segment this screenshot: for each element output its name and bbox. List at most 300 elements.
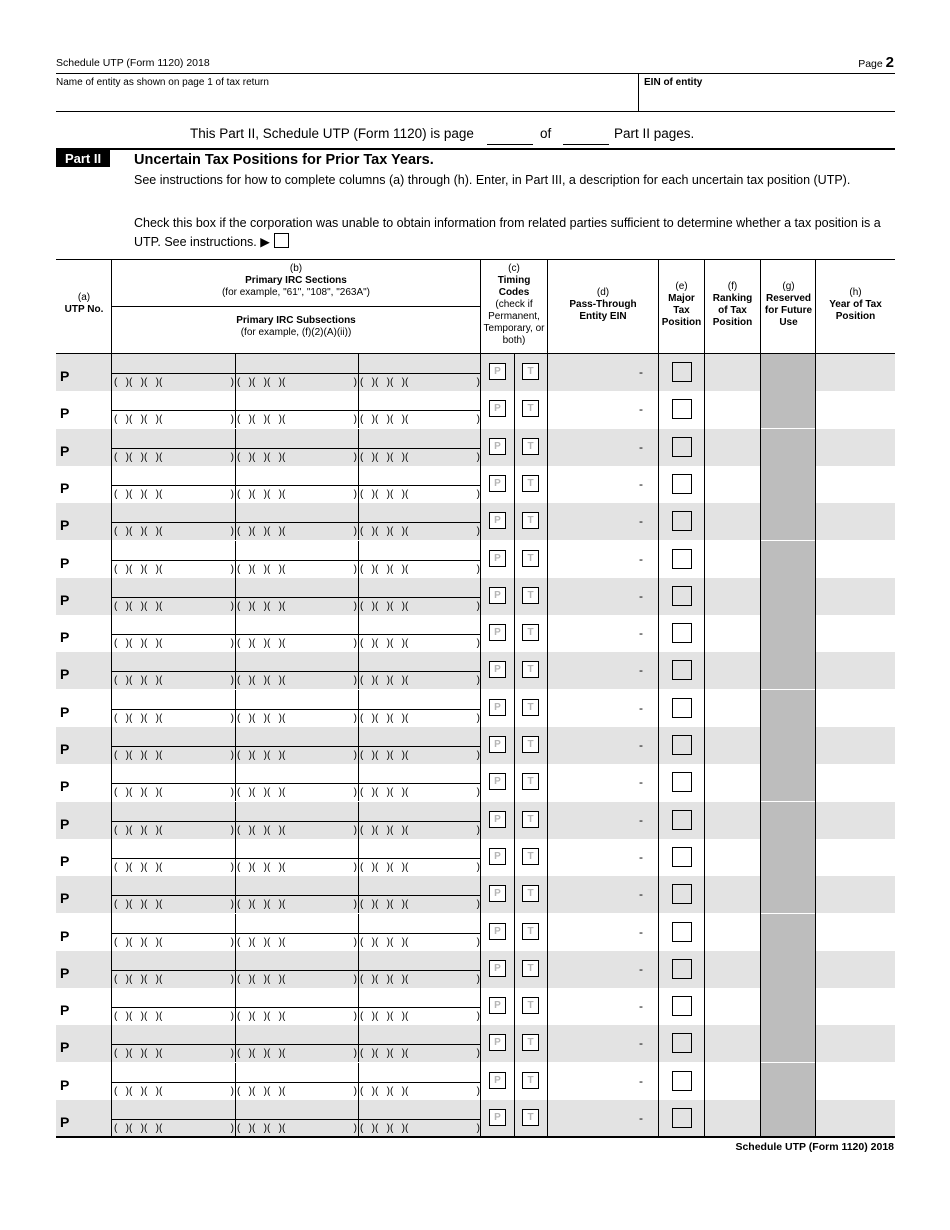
timing-temporary-checkbox[interactable]: T <box>522 997 539 1014</box>
irc-subsection-input[interactable] <box>112 597 235 615</box>
timing-temporary-checkbox[interactable]: T <box>522 475 539 492</box>
irc-section-input[interactable] <box>358 354 480 373</box>
timing-permanent-checkbox[interactable]: P <box>489 773 506 790</box>
ranking-input[interactable] <box>706 545 758 574</box>
major-tax-position-checkbox[interactable] <box>672 586 692 606</box>
irc-section-input[interactable] <box>235 503 357 522</box>
utp-number-input[interactable] <box>76 360 110 386</box>
irc-subsection-parens: ( )( )( )( <box>237 1123 286 1134</box>
col-line-a <box>111 260 112 1136</box>
ein-field[interactable] <box>644 90 894 108</box>
irc-section-input[interactable] <box>235 1063 357 1082</box>
irc-section-input[interactable] <box>112 951 234 970</box>
major-tax-position-checkbox[interactable] <box>672 735 692 755</box>
utp-number-input[interactable] <box>76 1069 110 1095</box>
irc-subsection-close-paren: ) <box>353 974 357 985</box>
timing-temporary-checkbox[interactable]: T <box>522 811 539 828</box>
timing-permanent-checkbox[interactable]: P <box>489 624 506 641</box>
irc-subsection-input[interactable] <box>112 485 235 503</box>
timing-temporary-checkbox[interactable]: T <box>522 1109 539 1126</box>
utp-number-prefix: P <box>60 965 70 981</box>
irc-section-input[interactable] <box>235 690 357 709</box>
irc-subsection-input[interactable] <box>235 933 358 951</box>
irc-section-input[interactable] <box>235 429 357 448</box>
col-line-c <box>547 260 548 1136</box>
irc-column-divider <box>358 951 359 988</box>
irc-subsection-input[interactable] <box>235 709 358 727</box>
part-page-number-input[interactable] <box>487 144 533 145</box>
timing-temporary-checkbox[interactable]: T <box>522 1072 539 1089</box>
irc-subsection-input[interactable] <box>358 858 481 876</box>
irc-section-input[interactable] <box>235 839 357 858</box>
utp-number-input[interactable] <box>76 733 110 759</box>
major-tax-position-checkbox[interactable] <box>672 511 692 531</box>
timing-temporary-checkbox[interactable]: T <box>522 512 539 529</box>
ein-dash: - <box>639 813 643 827</box>
utp-number-input[interactable] <box>76 920 110 946</box>
irc-subsection-input[interactable] <box>235 858 358 876</box>
timing-temporary-checkbox[interactable]: T <box>522 736 539 753</box>
irc-subsection-input[interactable] <box>112 448 235 466</box>
irc-section-input[interactable] <box>358 578 480 597</box>
ein-dash: - <box>639 552 643 566</box>
timing-temporary-checkbox[interactable]: T <box>522 773 539 790</box>
irc-section-input[interactable] <box>112 802 234 821</box>
irc-section-input[interactable] <box>112 1100 234 1119</box>
timing-temporary-checkbox[interactable]: T <box>522 550 539 567</box>
year-of-tax-position-input[interactable] <box>817 358 893 387</box>
irc-section-input[interactable] <box>235 541 357 560</box>
irc-subsection-close-paren: ) <box>353 899 357 910</box>
utp-number-input[interactable] <box>76 621 110 647</box>
irc-section-input[interactable] <box>358 764 480 783</box>
irc-subsection-input[interactable] <box>112 858 235 876</box>
irc-section-input[interactable] <box>358 876 480 895</box>
irc-section-input[interactable] <box>358 951 480 970</box>
utp-number-prefix: P <box>60 1039 70 1055</box>
irc-section-input[interactable] <box>358 1100 480 1119</box>
utp-number-input[interactable] <box>76 435 110 461</box>
irc-section-input[interactable] <box>358 1025 480 1044</box>
timing-temporary-checkbox[interactable]: T <box>522 923 539 940</box>
col-b-divider <box>112 306 480 307</box>
utp-number-input[interactable] <box>76 397 110 423</box>
utp-row <box>56 1063 895 1100</box>
irc-subsection-input[interactable] <box>235 522 358 540</box>
utp-number-input[interactable] <box>76 472 110 498</box>
timing-permanent-checkbox[interactable]: P <box>489 848 506 865</box>
timing-permanent-checkbox[interactable]: P <box>489 960 506 977</box>
irc-subsection-input[interactable] <box>112 1082 235 1100</box>
entity-name-field[interactable] <box>56 90 636 108</box>
irc-subsection-input[interactable] <box>358 634 481 652</box>
utp-number-input[interactable] <box>76 547 110 573</box>
irc-subsection-close-paren: ) <box>230 452 234 463</box>
ranking-input[interactable] <box>706 1029 758 1058</box>
utp-number-input[interactable] <box>76 770 110 796</box>
irc-subsection-input[interactable] <box>358 895 481 913</box>
ranking-input[interactable] <box>706 470 758 499</box>
irc-subsection-close-paren: ) <box>230 974 234 985</box>
col-g-header <box>761 281 816 329</box>
irc-subsection-close-paren: ) <box>353 675 357 686</box>
irc-subsection-input[interactable] <box>112 522 235 540</box>
irc-subsection-close-paren: ) <box>230 825 234 836</box>
timing-temporary-checkbox[interactable]: T <box>522 438 539 455</box>
irc-subsection-close-paren: ) <box>476 750 480 761</box>
major-tax-position-checkbox[interactable] <box>672 1033 692 1053</box>
irc-section-input[interactable] <box>112 578 234 597</box>
irc-section-input[interactable] <box>235 391 357 410</box>
major-tax-position-checkbox[interactable] <box>672 437 692 457</box>
ranking-input[interactable] <box>706 358 758 387</box>
irc-subsection-input[interactable] <box>235 970 358 988</box>
irc-subsection-input[interactable] <box>358 746 481 764</box>
timing-temporary-checkbox[interactable]: T <box>522 363 539 380</box>
timing-permanent-checkbox[interactable]: P <box>489 699 506 716</box>
related-party-checkbox[interactable] <box>274 233 289 248</box>
irc-subsection-input[interactable] <box>235 746 358 764</box>
year-of-tax-position-input[interactable] <box>817 806 893 835</box>
irc-subsection-input[interactable] <box>112 933 235 951</box>
major-tax-position-checkbox[interactable] <box>672 399 692 419</box>
year-of-tax-position-input[interactable] <box>817 880 893 909</box>
irc-subsection-input[interactable] <box>358 410 481 428</box>
reserved-cell <box>760 764 815 801</box>
ranking-input[interactable] <box>706 843 758 872</box>
timing-temporary-checkbox[interactable]: T <box>522 960 539 977</box>
irc-subsection-parens: ( )( )( )( <box>237 1011 286 1022</box>
irc-subsection-input[interactable] <box>235 373 358 391</box>
irc-subsection-input[interactable] <box>358 448 481 466</box>
timing-temporary-checkbox[interactable]: T <box>522 1034 539 1051</box>
irc-section-input[interactable] <box>112 354 234 373</box>
utp-row <box>56 802 895 839</box>
irc-section-input[interactable] <box>112 1025 234 1044</box>
irc-subsection-input[interactable] <box>112 671 235 689</box>
ranking-input[interactable] <box>706 1104 758 1133</box>
irc-subsection-close-paren: ) <box>476 862 480 873</box>
utp-number-input[interactable] <box>76 882 110 908</box>
timing-permanent-checkbox[interactable]: P <box>489 997 506 1014</box>
irc-subsection-input[interactable] <box>358 1007 481 1025</box>
irc-subsection-input[interactable] <box>358 522 481 540</box>
irc-subsection-input[interactable] <box>235 1007 358 1025</box>
timing-permanent-checkbox[interactable]: P <box>489 400 506 417</box>
irc-subsection-input[interactable] <box>235 634 358 652</box>
major-tax-position-checkbox[interactable] <box>672 996 692 1016</box>
irc-section-input[interactable] <box>235 466 357 485</box>
irc-subsection-input[interactable] <box>358 597 481 615</box>
irc-section-input[interactable] <box>112 839 234 858</box>
year-of-tax-position-input[interactable] <box>817 619 893 648</box>
major-tax-position-checkbox[interactable] <box>672 922 692 942</box>
ranking-input[interactable] <box>706 619 758 648</box>
ranking-input[interactable] <box>706 880 758 909</box>
irc-column-divider <box>235 951 236 988</box>
irc-section-input[interactable] <box>358 429 480 448</box>
utp-number-input[interactable] <box>76 1106 110 1132</box>
ranking-input[interactable] <box>706 806 758 835</box>
year-of-tax-position-input[interactable] <box>817 433 893 462</box>
year-of-tax-position-input[interactable] <box>817 545 893 574</box>
major-tax-position-checkbox[interactable] <box>672 549 692 569</box>
irc-subsection-input[interactable] <box>235 1044 358 1062</box>
irc-section-input[interactable] <box>235 727 357 746</box>
utp-number-input[interactable] <box>76 584 110 610</box>
utp-number-input[interactable] <box>76 994 110 1020</box>
irc-section-input[interactable] <box>112 690 234 709</box>
utp-row <box>56 839 895 876</box>
irc-subsection-parens: ( )( )( )( <box>360 489 409 500</box>
irc-subsection-input[interactable] <box>112 1119 235 1137</box>
ranking-input[interactable] <box>706 955 758 984</box>
irc-section-input[interactable] <box>235 615 357 634</box>
major-tax-position-checkbox[interactable] <box>672 623 692 643</box>
timing-permanent-checkbox[interactable]: P <box>489 1034 506 1051</box>
irc-subsection-input[interactable] <box>112 634 235 652</box>
irc-subsection-input[interactable] <box>358 560 481 578</box>
irc-subsection-input[interactable] <box>112 746 235 764</box>
irc-section-input[interactable] <box>112 503 234 522</box>
irc-subsection-input[interactable] <box>358 783 481 801</box>
timing-permanent-checkbox[interactable]: P <box>489 363 506 380</box>
irc-column-divider <box>358 1063 359 1100</box>
irc-section-input[interactable] <box>358 652 480 671</box>
irc-section-input[interactable] <box>235 951 357 970</box>
irc-section-input[interactable] <box>112 988 234 1007</box>
year-of-tax-position-input[interactable] <box>817 731 893 760</box>
irc-section-input[interactable] <box>358 988 480 1007</box>
irc-subsection-input[interactable] <box>235 895 358 913</box>
ranking-input[interactable] <box>706 731 758 760</box>
irc-section-input[interactable] <box>235 802 357 821</box>
ranking-input[interactable] <box>706 1067 758 1096</box>
major-tax-position-checkbox[interactable] <box>672 1071 692 1091</box>
timing-permanent-checkbox[interactable]: P <box>489 661 506 678</box>
utp-number-input[interactable] <box>76 696 110 722</box>
ranking-input[interactable] <box>706 992 758 1021</box>
utp-number-input[interactable] <box>76 808 110 834</box>
irc-subsection-input[interactable] <box>112 560 235 578</box>
utp-number-input[interactable] <box>76 658 110 684</box>
year-of-tax-position-input[interactable] <box>817 955 893 984</box>
utp-row <box>56 503 895 540</box>
year-of-tax-position-input[interactable] <box>817 507 893 536</box>
irc-column-divider <box>358 914 359 951</box>
timing-permanent-checkbox[interactable]: P <box>489 736 506 753</box>
irc-section-input[interactable] <box>112 429 234 448</box>
irc-subsection-input[interactable] <box>112 709 235 727</box>
timing-temporary-checkbox[interactable]: T <box>522 661 539 678</box>
irc-subsection-input[interactable] <box>235 1082 358 1100</box>
irc-section-input[interactable] <box>358 802 480 821</box>
irc-section-input[interactable] <box>112 615 234 634</box>
irc-subsection-input[interactable] <box>235 485 358 503</box>
year-of-tax-position-input[interactable] <box>817 1029 893 1058</box>
year-of-tax-position-input[interactable] <box>817 843 893 872</box>
part-instructions: See instructions for how to complete columns (a) through (h). Enter, in Part III, a description for each uncertain tax position (UTP). <box>134 173 851 187</box>
ein-dash: - <box>639 402 643 416</box>
col-f-header <box>705 281 760 329</box>
irc-subsection-input[interactable] <box>112 373 235 391</box>
year-of-tax-position-input[interactable] <box>817 1067 893 1096</box>
major-tax-position-checkbox[interactable] <box>672 884 692 904</box>
timing-temporary-checkbox[interactable]: T <box>522 848 539 865</box>
irc-section-input[interactable] <box>235 1025 357 1044</box>
irc-subsection-input[interactable] <box>235 821 358 839</box>
year-of-tax-position-input[interactable] <box>817 918 893 947</box>
irc-subsection-input[interactable] <box>358 709 481 727</box>
irc-section-input[interactable] <box>112 727 234 746</box>
irc-subsection-input[interactable] <box>235 597 358 615</box>
timing-temporary-checkbox[interactable]: T <box>522 699 539 716</box>
irc-subsection-input[interactable] <box>235 560 358 578</box>
irc-subsection-input[interactable] <box>358 485 481 503</box>
irc-section-input[interactable] <box>112 652 234 671</box>
timing-temporary-checkbox[interactable]: T <box>522 587 539 604</box>
timing-permanent-checkbox[interactable]: P <box>489 811 506 828</box>
irc-section-input[interactable] <box>112 541 234 560</box>
year-of-tax-position-input[interactable] <box>817 992 893 1021</box>
year-of-tax-position-input[interactable] <box>817 768 893 797</box>
irc-subsection-parens: ( )( )( )( <box>114 638 163 649</box>
irc-section-input[interactable] <box>235 652 357 671</box>
irc-subsection-input[interactable] <box>112 970 235 988</box>
irc-subsection-close-paren: ) <box>476 452 480 463</box>
irc-subsection-parens: ( )( )( )( <box>114 787 163 798</box>
year-of-tax-position-input[interactable] <box>817 582 893 611</box>
ranking-input[interactable] <box>706 395 758 424</box>
major-tax-position-checkbox[interactable] <box>672 847 692 867</box>
irc-section-input[interactable] <box>112 914 234 933</box>
irc-subsection-close-paren: ) <box>476 564 480 575</box>
irc-section-input[interactable] <box>358 690 480 709</box>
ranking-input[interactable] <box>706 694 758 723</box>
timing-permanent-checkbox[interactable]: P <box>489 923 506 940</box>
irc-section-input[interactable] <box>112 466 234 485</box>
irc-subsection-input[interactable] <box>358 1119 481 1137</box>
year-of-tax-position-input[interactable] <box>817 395 893 424</box>
irc-subsection-input[interactable] <box>112 895 235 913</box>
timing-permanent-checkbox[interactable]: P <box>489 885 506 902</box>
timing-permanent-checkbox[interactable]: P <box>489 587 506 604</box>
major-tax-position-checkbox[interactable] <box>672 660 692 680</box>
irc-section-input[interactable] <box>235 1100 357 1119</box>
irc-subsection-input[interactable] <box>358 970 481 988</box>
utp-row <box>56 466 895 503</box>
timing-permanent-checkbox[interactable]: P <box>489 550 506 567</box>
irc-subsection-input[interactable] <box>358 933 481 951</box>
irc-subsection-input[interactable] <box>235 671 358 689</box>
irc-subsection-close-paren: ) <box>476 377 480 388</box>
timing-permanent-checkbox[interactable]: P <box>489 1072 506 1089</box>
irc-section-input[interactable] <box>235 578 357 597</box>
year-of-tax-position-input[interactable] <box>817 1104 893 1133</box>
ranking-input[interactable] <box>706 768 758 797</box>
irc-subsection-input[interactable] <box>358 1044 481 1062</box>
irc-section-input[interactable] <box>358 466 480 485</box>
utp-number-prefix: P <box>60 666 70 682</box>
timing-permanent-checkbox[interactable]: P <box>489 512 506 529</box>
irc-subsection-input[interactable] <box>112 1007 235 1025</box>
part-page-total-input[interactable] <box>563 144 609 145</box>
reserved-cell <box>760 391 815 428</box>
utp-number-input[interactable] <box>76 1031 110 1057</box>
irc-subsection-input[interactable] <box>358 821 481 839</box>
irc-section-input[interactable] <box>112 876 234 895</box>
irc-section-input[interactable] <box>235 764 357 783</box>
ranking-input[interactable] <box>706 918 758 947</box>
irc-subsection-input[interactable] <box>112 783 235 801</box>
irc-subsection-input[interactable] <box>235 783 358 801</box>
major-tax-position-checkbox[interactable] <box>672 698 692 718</box>
ranking-input[interactable] <box>706 433 758 462</box>
year-of-tax-position-input[interactable] <box>817 694 893 723</box>
timing-permanent-checkbox[interactable]: P <box>489 475 506 492</box>
major-tax-position-checkbox[interactable] <box>672 474 692 494</box>
major-tax-position-checkbox[interactable] <box>672 1108 692 1128</box>
major-tax-position-checkbox[interactable] <box>672 810 692 830</box>
irc-section-input[interactable] <box>358 391 480 410</box>
irc-section-input[interactable] <box>358 503 480 522</box>
irc-section-input[interactable] <box>112 764 234 783</box>
timing-temporary-checkbox[interactable]: T <box>522 624 539 641</box>
part-rule <box>56 148 895 150</box>
utp-number-input[interactable] <box>76 845 110 871</box>
irc-subsection-input[interactable] <box>358 671 481 689</box>
irc-section-input[interactable] <box>112 391 234 410</box>
irc-subsection-input[interactable] <box>235 1119 358 1137</box>
ranking-input[interactable] <box>706 507 758 536</box>
irc-subsection-input[interactable] <box>358 373 481 391</box>
irc-section-input[interactable] <box>235 354 357 373</box>
timing-permanent-checkbox[interactable]: P <box>489 438 506 455</box>
timing-temporary-checkbox[interactable]: T <box>522 400 539 417</box>
year-of-tax-position-input[interactable] <box>817 656 893 685</box>
irc-subsection-close-paren: ) <box>353 713 357 724</box>
irc-section-input[interactable] <box>358 914 480 933</box>
major-tax-position-checkbox[interactable] <box>672 959 692 979</box>
irc-section-input[interactable] <box>235 876 357 895</box>
utp-number-input[interactable] <box>76 957 110 983</box>
irc-section-input[interactable] <box>358 727 480 746</box>
irc-subsection-close-paren: ) <box>230 1048 234 1059</box>
year-of-tax-position-input[interactable] <box>817 470 893 499</box>
timing-temporary-checkbox[interactable]: T <box>522 885 539 902</box>
irc-section-input[interactable] <box>358 541 480 560</box>
ranking-input[interactable] <box>706 656 758 685</box>
irc-column-divider <box>235 876 236 913</box>
irc-subsection-input[interactable] <box>235 410 358 428</box>
irc-section-input[interactable] <box>235 914 357 933</box>
irc-section-input[interactable] <box>358 615 480 634</box>
ranking-input[interactable] <box>706 582 758 611</box>
irc-section-input[interactable] <box>358 839 480 858</box>
irc-section-input[interactable] <box>235 988 357 1007</box>
irc-subsection-input[interactable] <box>112 1044 235 1062</box>
major-tax-position-checkbox[interactable] <box>672 772 692 792</box>
irc-subsection-input[interactable] <box>112 410 235 428</box>
irc-section-input[interactable] <box>112 1063 234 1082</box>
irc-subsection-input[interactable] <box>358 1082 481 1100</box>
major-tax-position-checkbox[interactable] <box>672 362 692 382</box>
utp-number-input[interactable] <box>76 509 110 535</box>
irc-subsection-input[interactable] <box>235 448 358 466</box>
irc-subsection-input[interactable] <box>112 821 235 839</box>
irc-section-input[interactable] <box>358 1063 480 1082</box>
timing-permanent-checkbox[interactable]: P <box>489 1109 506 1126</box>
